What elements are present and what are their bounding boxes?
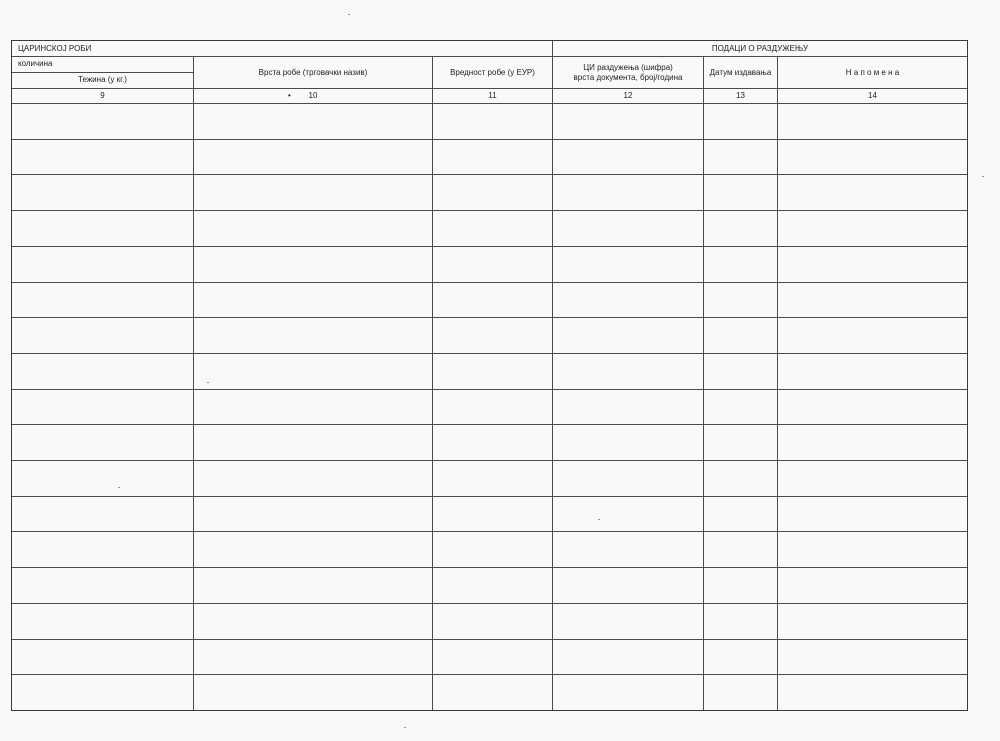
header-issue-date: Датум издавања <box>709 68 772 77</box>
table-row <box>12 603 967 639</box>
table-row <box>12 460 967 496</box>
table-row <box>12 353 967 389</box>
section-left-title: ЦАРИНСКОЈ РОБИ <box>18 44 92 53</box>
column-number-9: 9 <box>100 91 105 100</box>
column-number-11: 11 <box>488 91 497 100</box>
table-row <box>12 246 967 282</box>
customs-form-table <box>11 40 968 711</box>
section-right-title: ПОДАЦИ О РАЗДУЖЕЊУ <box>711 44 809 53</box>
table-row <box>12 674 967 710</box>
header-bottom-line <box>12 88 967 89</box>
header-quantity: количина <box>18 59 53 68</box>
header-note: Н а п о м е н а <box>845 68 900 77</box>
header-divider <box>12 56 967 57</box>
table-row <box>12 174 967 210</box>
scan-speck <box>982 176 984 177</box>
scan-speck <box>207 382 209 383</box>
quantity-divider <box>12 72 194 73</box>
column-number-14: 14 <box>868 91 877 100</box>
header-goods-type: Врста робе (трговачки назив) <box>258 68 368 77</box>
table-row <box>12 389 967 425</box>
scan-speck <box>348 14 350 15</box>
table-row <box>12 139 967 175</box>
column-number-10: 10 <box>308 91 318 100</box>
header-goods-value: Вредност робе (у ЕУР) <box>450 68 535 77</box>
table-row <box>12 567 967 603</box>
table-row <box>12 496 967 532</box>
table-row <box>12 282 967 318</box>
column-number-13: 13 <box>736 91 745 100</box>
scan-speck <box>404 727 406 728</box>
table-row <box>12 317 967 353</box>
table-row <box>12 210 967 246</box>
table-row <box>12 639 967 675</box>
header-ci-line2: врста документа, број/година <box>573 73 683 82</box>
table-row <box>12 103 967 139</box>
table-row <box>12 424 967 460</box>
scan-speck <box>598 519 600 520</box>
scan-speck <box>118 487 120 488</box>
header-ci-line1: ЦИ раздужења (шифра) <box>583 63 673 72</box>
column-number-dot: • <box>288 91 291 100</box>
column-number-12: 12 <box>623 91 633 100</box>
table-row <box>12 531 967 567</box>
header-weight: Тежина (у кг.) <box>78 75 127 84</box>
